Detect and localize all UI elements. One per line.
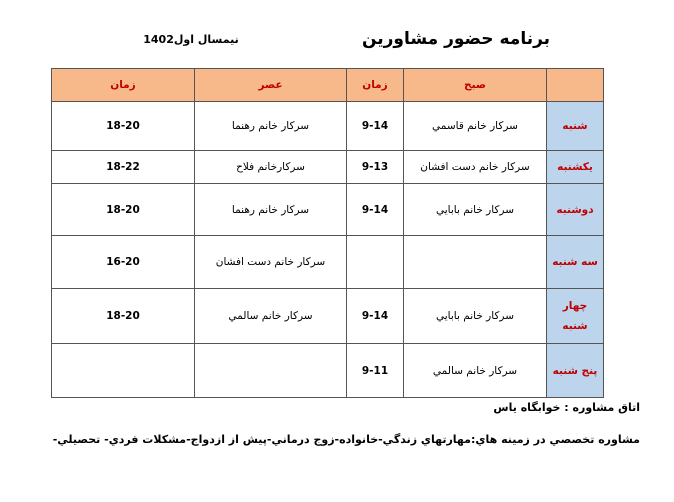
morning-counselor-cell: سركار خانم دست افشان <box>404 151 547 184</box>
topics-note: مشاوره تخصصي در زمينه هاي:مهارتهاي زندگي-خانواده-زوج درماني-پيش از ازدواج-مشكلات فردي- تحصيلي- <box>52 433 640 446</box>
room-note: اتاق مشاوره : خوابگاه ياس <box>493 401 640 414</box>
header-afternoon: عصر <box>195 69 347 102</box>
afternoon-counselor-cell: سركار خانم دست افشان <box>195 236 347 289</box>
day-cell: دوشنبه <box>547 184 604 236</box>
afternoon-counselor-cell <box>195 344 347 398</box>
morning-time-cell: 9-14 <box>347 184 404 236</box>
afternoon-time-cell: 18-20 <box>52 102 195 151</box>
table-row <box>52 236 604 289</box>
afternoon-counselor-cell: سركار خانم رهنما <box>195 184 347 236</box>
morning-time-cell: 9-14 <box>347 289 404 344</box>
table-row <box>52 102 604 151</box>
afternoon-time-cell: 18-20 <box>52 289 195 344</box>
morning-time-cell <box>347 236 404 289</box>
afternoon-counselor-cell: سركار خانم سالمي <box>195 289 347 344</box>
day-cell: يكشنبه <box>547 151 604 184</box>
morning-time-cell: 9-13 <box>347 151 404 184</box>
morning-time-cell: 9-11 <box>347 344 404 398</box>
table-row <box>52 289 604 344</box>
afternoon-counselor-cell: سركارخانم فلاح <box>195 151 347 184</box>
afternoon-time-cell: 18-22 <box>52 151 195 184</box>
day-cell: شنبه <box>547 102 604 151</box>
table-row <box>52 344 604 398</box>
header-morning: صبح <box>404 69 547 102</box>
morning-time-cell: 9-14 <box>347 102 404 151</box>
day-cell: چهار شنبه <box>547 289 604 344</box>
header-afternoon-time: زمان <box>52 69 195 102</box>
afternoon-time-cell: 16-20 <box>52 236 195 289</box>
afternoon-time-cell <box>52 344 195 398</box>
morning-counselor-cell: سركار خانم بابايي <box>404 289 547 344</box>
page-title: برنامه حضور مشاورين <box>361 29 551 49</box>
day-cell: سه شنبه <box>547 236 604 289</box>
afternoon-time-cell: 18-20 <box>52 184 195 236</box>
table-row <box>52 151 604 184</box>
afternoon-counselor-cell: سركار خانم رهنما <box>195 102 347 151</box>
morning-counselor-cell: سركار خانم سالمي <box>404 344 547 398</box>
header-morning-time: زمان <box>347 69 404 102</box>
header-day <box>547 69 604 102</box>
morning-counselor-cell: سركار خانم قاسمي <box>404 102 547 151</box>
semester-label: نيمسال اول1402 <box>143 33 239 46</box>
table-header-row <box>52 69 604 102</box>
day-cell: پنج شنبه <box>547 344 604 398</box>
schedule-table <box>51 68 604 398</box>
morning-counselor-cell: سركار خانم بابايي <box>404 184 547 236</box>
table-row <box>52 184 604 236</box>
morning-counselor-cell <box>404 236 547 289</box>
